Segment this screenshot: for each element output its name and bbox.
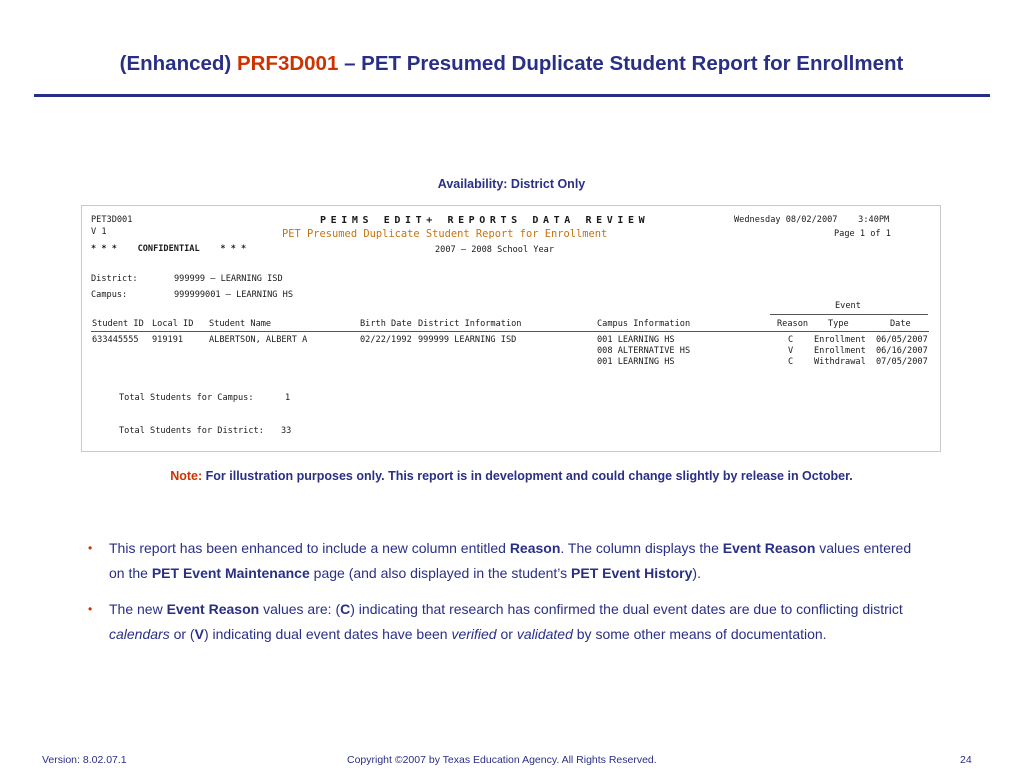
bullet1-text-a: This report has been enhanced to include a new column entitled bbox=[109, 540, 510, 556]
col-type: Type bbox=[828, 319, 849, 329]
event-row-2-campus: 008 ALTERNATIVE HS bbox=[597, 346, 691, 356]
note-text: For illustration purposes only. This report is in development and could change slightly by release in October. bbox=[202, 469, 853, 483]
cell-birth-date: 02/22/1992 bbox=[360, 335, 412, 345]
bullet-marker: • bbox=[88, 602, 93, 616]
bullet1-text-c: . The column displays the bbox=[560, 540, 723, 556]
bullet1-text-g: page (and also displayed in the student’s bbox=[309, 565, 572, 581]
confidential-banner: * * * CONFIDENTIAL * * * bbox=[91, 244, 247, 254]
event-row-2-reason: V bbox=[788, 346, 794, 356]
bullet1-text-i: ). bbox=[692, 565, 701, 581]
bullet1-bold-event-reason: Event Reason bbox=[722, 540, 816, 556]
cell-district-info: 999999 LEARNING ISD bbox=[418, 335, 517, 345]
availability-label: Availability: District Only bbox=[437, 177, 586, 191]
col-local-id: Local ID bbox=[152, 319, 194, 329]
report-header: PEIMS EDIT+ REPORTS DATA REVIEW bbox=[320, 215, 650, 226]
total-campus-value: 1 bbox=[285, 393, 291, 403]
report-version: V 1 bbox=[91, 227, 107, 237]
bullet-marker: • bbox=[88, 541, 93, 555]
col-birth-date: Birth Date bbox=[360, 319, 412, 329]
event-group-header: Event bbox=[835, 301, 861, 311]
note-label: Note: bbox=[170, 469, 203, 483]
report-page: Page 1 of 1 bbox=[834, 229, 891, 239]
bullet2-italic-verified: verified bbox=[451, 626, 497, 642]
bullet1-bold-event-history: PET Event History bbox=[571, 565, 693, 581]
bullet2-bold-c: C bbox=[340, 601, 351, 617]
total-district-label: Total Students for District: bbox=[119, 426, 264, 436]
column-header-rule bbox=[91, 331, 929, 332]
bullet-list bbox=[88, 536, 918, 658]
bullet2-text-k: or bbox=[496, 626, 517, 642]
bullet2-text-i: ) indicating dual event dates have been bbox=[203, 626, 452, 642]
title-report-code: PRF3D001 bbox=[236, 52, 339, 75]
col-student-name: Student Name bbox=[209, 319, 272, 329]
title-divider bbox=[34, 94, 990, 97]
title-rest: – PET Presumed Duplicate Student Report for Enrollment bbox=[338, 52, 904, 75]
footer-version: Version: 8.02.07.1 bbox=[42, 754, 127, 766]
cell-student-id: 633445555 bbox=[92, 335, 139, 345]
col-student-id: Student ID bbox=[92, 319, 144, 329]
total-district-value: 33 bbox=[281, 426, 292, 436]
bullet2-italic-calendars: calendars bbox=[109, 626, 170, 642]
bullet-item-reason-column bbox=[88, 536, 918, 586]
event-group-rule bbox=[770, 314, 928, 315]
event-row-1-reason: C bbox=[788, 335, 794, 345]
bullet-item-reason-values bbox=[88, 597, 918, 647]
bullet1-bold-reason: Reason bbox=[509, 540, 561, 556]
event-row-2-date: 06/16/2007 bbox=[876, 346, 928, 356]
event-row-3-campus: 001 LEARNING HS bbox=[597, 357, 675, 367]
event-row-1-campus: 001 LEARNING HS bbox=[597, 335, 675, 345]
bullet2-italic-validated: validated bbox=[516, 626, 573, 642]
col-district-info: District Information bbox=[418, 319, 522, 329]
campus-value: 999999001 – LEARNING HS bbox=[174, 290, 293, 300]
report-id: PET3D001 bbox=[91, 215, 133, 225]
col-reason: Reason bbox=[777, 319, 809, 329]
bullet1-text-e: values entered on the bbox=[109, 540, 912, 581]
event-row-1-date: 06/05/2007 bbox=[876, 335, 928, 345]
footer-page-number: 24 bbox=[960, 754, 972, 766]
title-prefix: (Enhanced) bbox=[119, 52, 237, 75]
district-value: 999999 – LEARNING ISD bbox=[174, 274, 283, 284]
col-campus-info: Campus Information bbox=[597, 319, 691, 329]
col-date: Date bbox=[890, 319, 911, 329]
event-row-3-reason: C bbox=[788, 357, 794, 367]
event-row-2-type: Enrollment bbox=[814, 346, 866, 356]
report-subtitle: PET Presumed Duplicate Student Report for Enrollment bbox=[282, 228, 608, 240]
footer-copyright: Copyright ©2007 by Texas Education Agency. All Rights Reserved. bbox=[347, 754, 657, 766]
bullet2-bold-event-reason: Event Reason bbox=[166, 601, 260, 617]
report-datetime: Wednesday 08/02/2007 3:40PM bbox=[734, 215, 890, 225]
report-school-year: 2007 – 2008 School Year bbox=[435, 245, 554, 255]
bullet2-bold-v: V bbox=[194, 626, 204, 642]
slide-title bbox=[0, 52, 1023, 76]
total-campus-label: Total Students for Campus: bbox=[119, 393, 254, 403]
event-row-3-type: Withdrawal bbox=[814, 357, 866, 367]
event-row-1-type: Enrollment bbox=[814, 335, 866, 345]
cell-local-id: 919191 bbox=[152, 335, 184, 345]
illustration-note bbox=[0, 469, 1023, 483]
bullet2-text-g: or ( bbox=[169, 626, 195, 642]
bullet2-text-e: ) indicating that research has confirmed the dual event dates are due to conflicting district bbox=[350, 601, 903, 617]
bullet1-bold-event-maintenance: PET Event Maintenance bbox=[151, 565, 310, 581]
bullet2-text-c: values are: ( bbox=[259, 601, 341, 617]
event-row-3-date: 07/05/2007 bbox=[876, 357, 928, 367]
district-label: District: bbox=[91, 274, 138, 284]
bullet2-text-a: The new bbox=[109, 601, 167, 617]
report-preview bbox=[81, 205, 941, 452]
bullet2-text-m: by some other means of documentation. bbox=[572, 626, 827, 642]
cell-student-name: ALBERTSON, ALBERT A bbox=[209, 335, 308, 345]
campus-label: Campus: bbox=[91, 290, 128, 300]
